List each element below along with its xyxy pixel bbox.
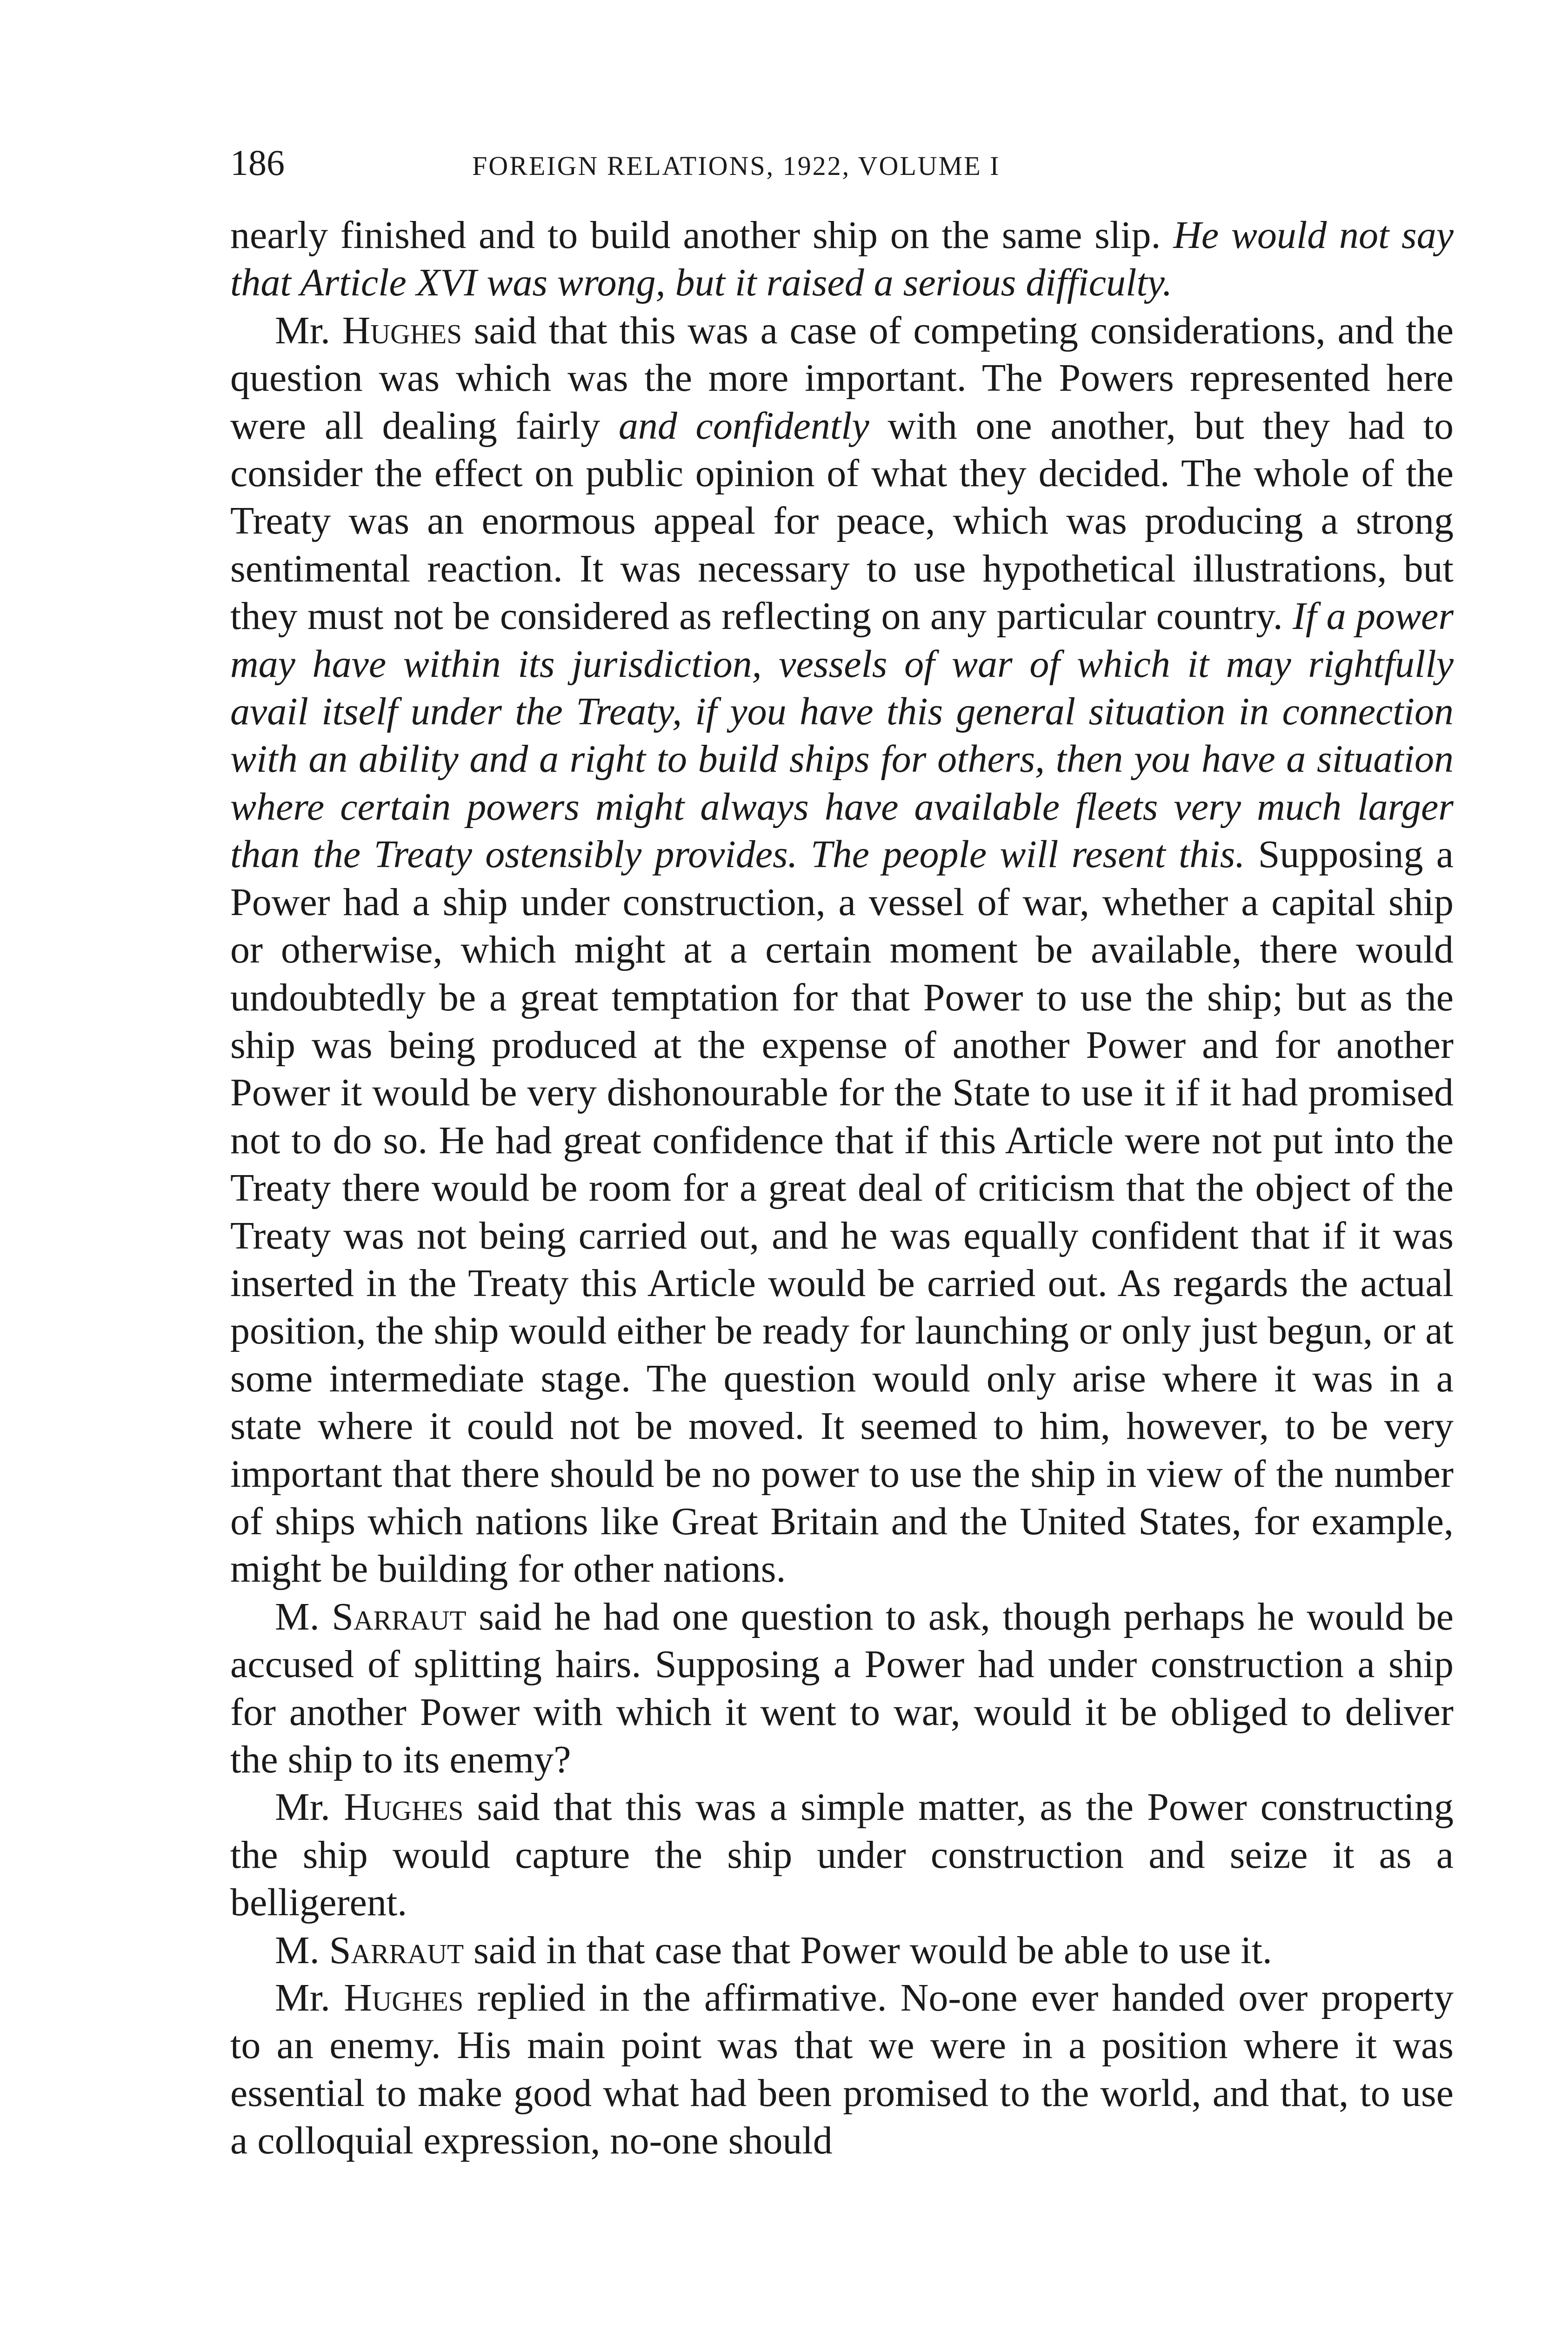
running-title: FOREIGN RELATIONS, 1922, VOLUME I	[472, 151, 1001, 181]
text-run: said that this was a case of competing considerations, and the question was which was the more important. The Powers represented here were all dealing fairly	[230, 308, 1454, 448]
speaker-name: Sarraut	[329, 1928, 464, 1972]
italic-text: and confidently	[618, 404, 869, 448]
page-number: 186	[230, 142, 285, 183]
speaker-name: Hughes	[344, 1785, 464, 1829]
text-run: replied in the affirmative. No-one ever handed over property to an enemy. His main point was that we were in a position where it was essential to make good what had been promised to the world, and that, to use a colloquial expression, no-one should	[230, 1976, 1454, 2163]
paragraph	[230, 307, 1454, 1593]
text-run: M.	[275, 1928, 329, 1972]
text-run: Mr.	[275, 308, 342, 352]
speaker-name: Hughes	[342, 308, 462, 352]
paragraph	[230, 1593, 1454, 1784]
text-run: Supposing a Power had a ship under construction, a vessel of war, whether a capital ship or otherwise, which might at a certain moment be available, there would undoubtedly be a great temptation for that Power to use the ship; but as the ship was being produced at the expense of another Power and for another Power it would be very dishonourable for the State to use it if it had promised not to do so. He had great confidence that if this Article were not put into the Treaty there would be room for a great deal of criticism that the object of the Treaty was not being carried out, and he was equally confident that if it was inserted in the Treaty this Article would be carried out. As regards the actual position, the ship would either be ready for launching or only just begun, or at some intermediate stage. The question would only arise where it was in a state where it could not be moved. It seemed to him, however, to be very important that there should be no power to use the ship in view of the number of ships which nations like Great Britain and the United States, for example, might be building for other nations.	[230, 833, 1454, 1591]
text-run: M.	[275, 1595, 332, 1638]
italic-text: He would not say that Article XVI was wrong, but it raised a serious difficulty.	[230, 214, 1454, 305]
text-run: with one another, but they had to consider the effect on public opinion of what they decided. The whole of the Treaty was an enormous appeal for peace, which was producing a strong sentimental reaction. It was necessary to use hypothetical illustrations, but they must not be considered as reflecting on any particular country.	[230, 404, 1454, 638]
speaker-name: Hughes	[344, 1976, 464, 2020]
paragraph	[230, 1784, 1454, 1926]
text-run: said in that case that Power would be able to use it.	[464, 1928, 1272, 1972]
text-run: Mr.	[275, 1976, 344, 2020]
italic-text: If a power may have within its jurisdiction, vessels of war of which it may rightfully avail itself under the Treaty, if you have this general situation in connection with an ability and a right to build ships for others, then you have a situation where certain powers might always have available fleets very much larger than the Treaty ostensibly provides. The people will resent this.	[230, 595, 1454, 876]
text-run: said that this was a simple matter, as the Power constructing the ship would capture the ship under construction and seize it as a belligerent.	[230, 1785, 1454, 1925]
body-text	[230, 212, 1454, 2165]
paragraph	[230, 1927, 1454, 1974]
paragraph	[230, 212, 1454, 307]
text-run: nearly finished and to build another ship on the same slip.	[230, 214, 1174, 257]
text-run: Mr.	[275, 1785, 344, 1829]
speaker-name: Sarraut	[332, 1595, 467, 1638]
paragraph	[230, 1974, 1454, 2165]
running-header	[230, 142, 1454, 184]
text-run: said he had one question to ask, though perhaps he would be accused of splitting hairs. Supposing a Power had under construction a ship for another Power with which it went to war, would it be obliged to deliver the ship to its enemy?	[230, 1595, 1454, 1781]
